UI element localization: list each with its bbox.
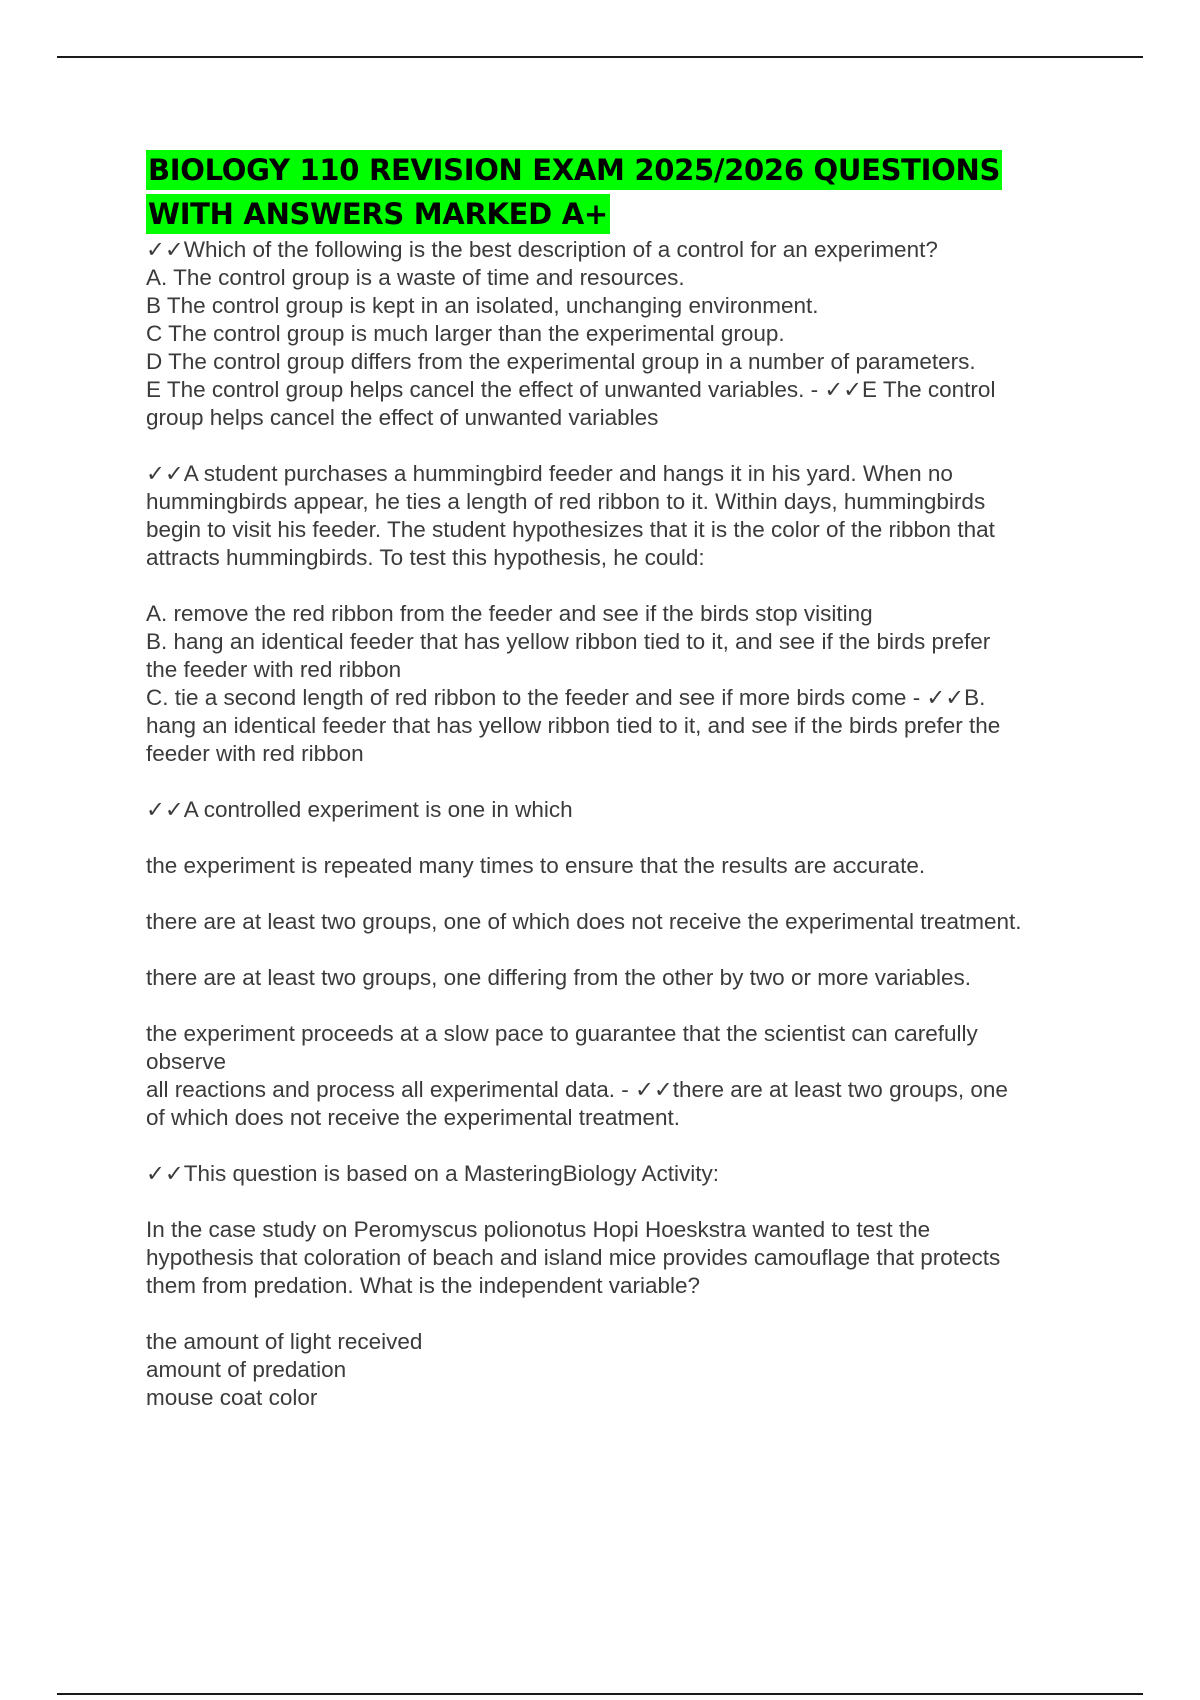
question-text: attracts hummingbirds. To test this hypothesis, he could:: [146, 545, 705, 570]
header-rule: [57, 56, 1143, 58]
option-4-continuation: observe: [146, 1049, 227, 1074]
question-text: them from predation. What is the independent variable?: [146, 1273, 701, 1298]
option-b: B The control group is kept in an isolated, unchanging environment.: [146, 293, 819, 318]
option-3: mouse coat color: [146, 1385, 318, 1410]
option-2: there are at least two groups, one of which does not receive the experimental treatment.: [146, 909, 1022, 934]
title-line-2: WITH ANSWERS MARKED A+: [146, 194, 610, 234]
document-body: [146, 148, 1106, 1412]
question-text: In the case study on Peromyscus polionotus Hopi Hoeskstra wanted to test the: [146, 1217, 931, 1242]
option-2: amount of predation: [146, 1357, 347, 1382]
question-4: [146, 1160, 1106, 1412]
document-title: [146, 148, 1106, 236]
question-text: hypothesis that coloration of beach and island mice provides camouflage that protects: [146, 1245, 1001, 1270]
question-text: ✓✓A student purchases a hummingbird feeder and hangs it in his yard. When no: [146, 461, 953, 486]
answer-continuation: of which does not receive the experimental treatment.: [146, 1105, 681, 1130]
option-3: there are at least two groups, one differing from the other by two or more variables.: [146, 965, 972, 990]
option-1: the amount of light received: [146, 1329, 423, 1354]
question-3: [146, 796, 1106, 1132]
option-a: A. The control group is a waste of time and resources.: [146, 265, 685, 290]
option-c: C The control group is much larger than the experimental group.: [146, 321, 785, 346]
answer-continuation: group helps cancel the effect of unwanted variables: [146, 405, 659, 430]
answer-continuation: hang an identical feeder that has yellow ribbon tied to it, and see if the birds prefer the: [146, 713, 1001, 738]
option-e-with-answer: E The control group helps cancel the effect of unwanted variables. - ✓✓E The control: [146, 377, 996, 402]
option-4-with-answer: all reactions and process all experimental data. - ✓✓there are at least two groups, one: [146, 1077, 1008, 1102]
title-line-1: BIOLOGY 110 REVISION EXAM 2025/2026 QUESTIONS: [146, 150, 1002, 190]
question-text: ✓✓A controlled experiment is one in which: [146, 797, 573, 822]
answer-continuation: feeder with red ribbon: [146, 741, 364, 766]
question-text: ✓✓Which of the following is the best description of a control for an experiment?: [146, 237, 938, 262]
question-text: hummingbirds appear, he ties a length of red ribbon to it. Within days, hummingbirds: [146, 489, 986, 514]
option-b-continuation: the feeder with red ribbon: [146, 657, 402, 682]
footer-rule: [57, 1693, 1143, 1695]
option-d: D The control group differs from the experimental group in a number of parameters.: [146, 349, 976, 374]
question-1: [146, 236, 1106, 432]
option-b: B. hang an identical feeder that has yellow ribbon tied to it, and see if the birds prefer: [146, 629, 991, 654]
question-intro: ✓✓This question is based on a MasteringBiology Activity:: [146, 1161, 719, 1186]
option-a: A. remove the red ribbon from the feeder and see if the birds stop visiting: [146, 601, 873, 626]
question-2: [146, 460, 1106, 768]
option-c-with-answer: C. tie a second length of red ribbon to the feeder and see if more birds come - ✓✓B.: [146, 685, 986, 710]
option-4: the experiment proceeds at a slow pace to guarantee that the scientist can carefully: [146, 1021, 978, 1046]
option-1: the experiment is repeated many times to ensure that the results are accurate.: [146, 853, 926, 878]
question-text: begin to visit his feeder. The student hypothesizes that it is the color of the ribbon that: [146, 517, 995, 542]
